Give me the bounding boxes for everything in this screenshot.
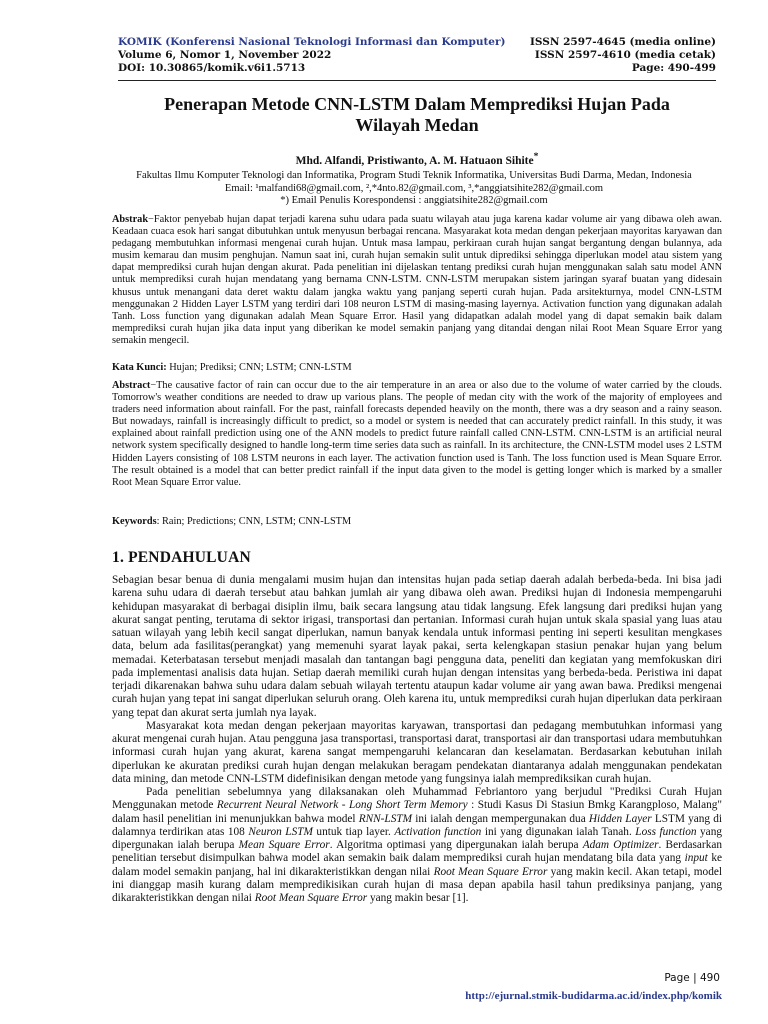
kata-kunci-text: Hujan; Prediksi; CNN; LSTM; CNN-LSTM xyxy=(166,362,352,373)
text-run: Pada penelitian sebelumnya yang dilaksanakan oleh Muhammad Febriantoro yang berjudul "Prediksi Curah Hujan Menggunakan metode xyxy=(112,786,722,812)
section-body xyxy=(112,574,722,905)
text-run: : Studi Kasus Di Stasiun Bmkg Karangploso, Malang" dalam hasil penelitian ini menunjukkan bahwa model xyxy=(112,799,722,825)
paper-title-line-1: Penerapan Metode CNN-LSTM Dalam Memprediksi Hujan Pada xyxy=(164,94,670,114)
keywords-english xyxy=(112,516,722,528)
abstract-indonesian xyxy=(112,214,722,347)
kata-kunci-label: Kata Kunci: xyxy=(112,362,167,373)
text-run: yang dipergunakan ialah berupa xyxy=(112,825,722,851)
section-heading: 1. PENDAHULUAN xyxy=(112,549,251,566)
corresponding-mark: * xyxy=(533,151,539,162)
header-divider xyxy=(118,80,716,81)
paragraph-3 xyxy=(112,786,722,905)
page-range: Page: 490-499 xyxy=(631,62,716,74)
italic-term: Recurrent Neural Network - Long Short Term Memory xyxy=(216,799,468,812)
text-run: untuk tiap layer. xyxy=(312,825,395,838)
journal-doi: DOI: 10.30865/komik.v6i1.5713 xyxy=(118,62,306,74)
paper-title xyxy=(118,94,716,136)
keywords-text: : Rain; Predictions; CNN, LSTM; CNN-LSTM xyxy=(156,516,352,527)
abstract-english xyxy=(112,380,722,489)
abstrak-label: Abstrak xyxy=(112,214,149,225)
keywords-label: Keywords xyxy=(112,516,157,527)
journal-volume: Volume 6, Nomor 1, November 2022 xyxy=(118,49,332,61)
affiliation: Fakultas Ilmu Komputer Teknologi dan Informatika, Program Studi Teknik Informatika, Universitas Budi Darma, Medan, Indonesia xyxy=(136,170,692,181)
text-run: . Berdasarkan penelitian tersebut disimpulkan bahwa model akan semakin baik dalam memprediksi curah hujan mendatang bila data yang xyxy=(112,839,723,865)
italic-term: Root Mean Square Error xyxy=(254,892,368,904)
keywords-indonesian xyxy=(112,362,722,374)
italic-term: Activation function xyxy=(394,825,482,838)
journal-name: KOMIK (Konferensi Nasional Teknologi Informasi dan Komputer) xyxy=(118,36,506,48)
abstract-label: Abstract xyxy=(112,380,151,391)
text-run: . Algoritma optimasi yang dipergunakan ialah berupa xyxy=(329,839,583,851)
text-run: LSTM yang di dalamnya terdirikan atas 108 xyxy=(112,812,723,838)
abstract-text: −The causative factor of rain can occur due to the air temperature in an area or also due to the volume of water carried by the clouds. Tomorrow's weather conditions are needed to draw up various plans. The people of medan city with the work of the majority of employees and traders need information about rainfall. For the past, rainfall forecasts depended heavily on the month, there was a dry season and a rainy season. But nowadays, rainfall is increasingly difficult to predict, so a model or system is needed that can accurately predict rainfall. In this study, it was explained about rainfall prediction using one of the ANN models to predict future rainfall called CNN-LSTM. CNN-LSTM is an artificial neural network system specifically designed to handle long-term time series data such as rainfall. In its architecture, the CNN-LSTM model uses 2 LSTM Hidden Layers consisting of 108 LSTM neurons in each layer. The activation function used is Tanh. The loss function used is Mean Square Error. The result obtained is a model that can better predict rainfall if the input data given to the model is getting longer which is marked by a smaller Root Mean Square Error value. xyxy=(112,380,722,488)
issn-online: ISSN 2597-4645 (media online) xyxy=(529,36,716,48)
italic-term: Hidden Layer xyxy=(588,812,652,825)
abstrak-text: −Faktor penyebab hujan dapat terjadi karena suhu udara pada suatu wilayah atau juga karena kadar volume air yang dibawa oleh awan. Keadaan cuaca esok hari sangat dibutuhkan untuk menyusun berbagai rencana. Masyarakat kota medan dengan pekerjaan mayoritas karyawan dan pedagang membutuhkan informasi mengenai curah hujan. Untuk masa lampau, perkiraan curah hujan sangat bergantung dengan bulannya, ada musim kemarau dan musim penghujan. Namun saat ini, curah hujan semakin sulit untuk diprediksi sehingga diperlukan model atau sistem yang dapat memprediksi curah hujan dengan akurat. Pada penelitian ini dijelaskan tentang prediksi curah hujan menggunakan salah satu model ANN untuk memprediksi curah hujan mendatang yang bernama CNN-LSTM. CNN-LSTM merupakan sistem jaringan syaraf buatan yang didesain khusus untuk menangani data deret waktu dalam jangka waktu yang panjang seperti curah hujan. Pada arsitekturnya, model CNN-LSTM menggunakan 2 Hidden Layer LSTM yang terdiri dari 108 neuron LSTM di masing-masing layernya. Activation function yang digunakan adalah Tanh. Loss function yang digunakan adalah Mean Square Error. Hasil yang didapatkan adalah model yang di dapat semakin baik dalam memprediksi curah hujan jika data input yang diberikan ke model semakin panjang yang ditandai dengan nilai Root Mean Square Error yang semakin mengecil. xyxy=(112,214,722,346)
paragraph-1: Sebagian besar benua di dunia mengalami musim hujan dan intensitas hujan pada setiap daerah adalah berbeda-beda. Ini bisa jadi karena suhu udara di daerah tersebut atau bahkan jumlah air yang dibawa oleh awan. Prediksi hujan di Indonesia mempengaruhi kehidupan masyarakat di berbagai disiplin ilmu, baik secara langsung atau tidak langsung. Efek langsung dari prediksi hujan yang akurat sangat penting, terutama di sektor irigasi, transportasi dan pertanian. Informasi curah hujan untuk skala spasial yang luas atau satuan wilayah yang lebih kecil sangat diperlukan, namun banyak kendala untuk informasi penting ini seperti kesulitan mengkases data, belum ada fasilitas(perangkat) yang memenuhi syarat layak pakai, serta kelengkapan stasiun penakar hujan yang belum memadai. Keterbatasan tersebut menjadi masalah dan tantangan bagi pengguna data, peneliti dan kegiatan yang memfokuskan diri pada implementasi analisis data hujan. Setiap daerah memiliki curah hujan dengan intensitas yang berbeda-beda. Peristiwa ini dapat terjadi dikarenakan bahwa suhu udara dalam sebuah wilayah tertentu ataupun kadar volume air yang awan bawa. Prediksi mengenai curah hujan yang tepat ini sangat diperlukan seluruh orang. Oleh karena itu, untuk memprediksi curah hujan diperlukan data perkiraan yang tepat dan akurat serta jumlah nya layak. xyxy=(112,574,722,719)
author-list xyxy=(118,151,716,167)
italic-term: Neuron LSTM xyxy=(248,825,313,838)
italic-term: Root Mean Square Error xyxy=(433,865,548,878)
text-run: yang makin kecil. Akan tetapi, model ini dianggap masih kurang dalam mempredikisikan curah hujan di masa depan apabila hasil tahun prediksinya panjang, yang dikarakteristikkan dengan nilai xyxy=(112,865,722,904)
text-run: yang makin besar [1]. xyxy=(367,892,469,904)
text-run: ini yang digunakan ialah Tanah. xyxy=(481,825,636,838)
page-number: Page | 490 xyxy=(664,972,720,984)
correspondence-email: *) Email Penulis Korespondensi : anggiatsihite282@gmail.com xyxy=(280,195,548,206)
journal-header-left xyxy=(118,36,506,75)
paragraph-2: Masyarakat kota medan dengan pekerjaan mayoritas karyawan, transportasi dan pedagang membutuhkan informasi yang akurat mengenai curah hujan. Atau pengguna jasa transportasi, transportasi darat, transportasi air dan transportasi udara membutuhkan informasi curah hujan yang akurat, karena sangat mempengaruhi kelancaran dan keselamatan. Berdasarkan kebutuhan inilah diperlukan ke akuratan prediksi curah hujan dengan melakukan beragam pendekatan diantaranya adalah menggunakan pendekatan data mining, dan metode CNN-LSTM didefinisikan dengan metode yang fungsinya ialah memprediksikan curah hujan. xyxy=(112,719,722,785)
italic-term: Mean Square Error xyxy=(238,839,330,851)
affiliation-block xyxy=(100,170,728,208)
italic-term: input xyxy=(684,852,708,865)
text-run: ke dalam model semakin panjang, hal ini dikarakteristikkan dengan nilai xyxy=(112,852,722,878)
author-names: Mhd. Alfandi, Pristiwanto, A. M. Hatuaon Sihite xyxy=(295,154,534,167)
issn-print: ISSN 2597-4610 (media cetak) xyxy=(534,49,716,61)
journal-url-link[interactable]: http://ejurnal.stmik-budidarma.ac.id/index.php/komik xyxy=(465,990,722,1002)
italic-term: Adam Optimizer xyxy=(582,839,659,851)
author-emails: Email: ¹malfandi68@gmail.com, ²,*4nto.82@gmail.com, ³,*anggiatsihite282@gmail.com xyxy=(224,182,604,194)
text-run: ini ialah dengan mempergunakan dua xyxy=(412,812,589,825)
paper-title-line-2: Wilayah Medan xyxy=(355,115,479,135)
journal-header-right xyxy=(530,36,716,75)
italic-term: Loss function xyxy=(635,825,697,838)
italic-term: RNN-LSTM xyxy=(358,812,413,825)
